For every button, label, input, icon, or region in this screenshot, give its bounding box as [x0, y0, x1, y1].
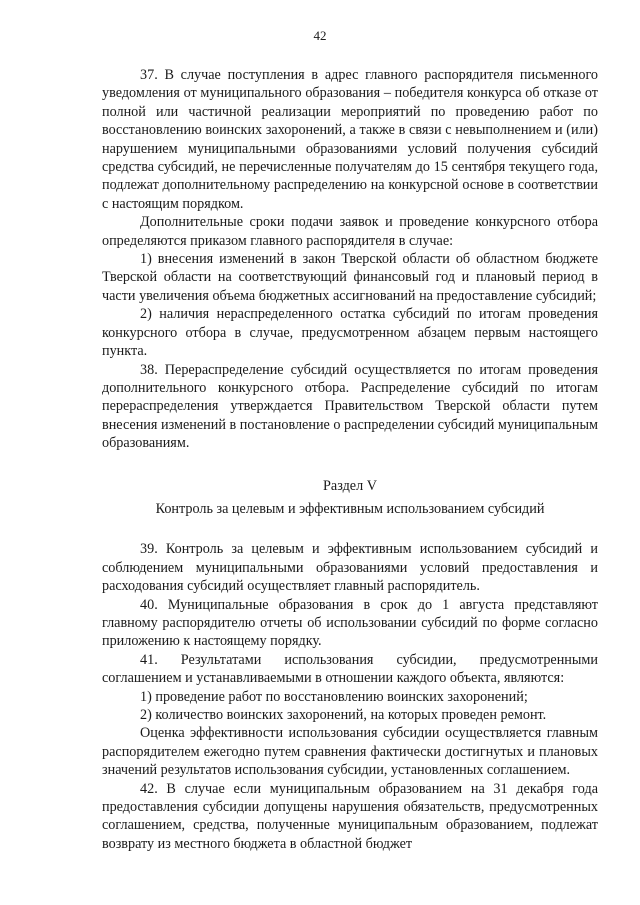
paragraph-37: 37. В случае поступления в адрес главного распорядителя письменного уведомления от муниципального образования – победителя конкурса об отказе от полной или частичной реализации мероприятий по проведению работ по восстановлению воинских захоронений, а также в связи с невыполнением и (или) нарушением муниципальными образованиями условий получения субсидий средства субсидий, не перечисленные получателям до 15 сентября текущего года, подлежат дополнительному распределению на конкурсной основе в соответствии с настоящим порядком. [102, 67, 598, 212]
paragraph-item-1: 1) внесения изменений в закон Тверской области об областном бюджете Тверской области на соответствующий финансовый год и плановый период в части увеличения объема бюджетных ассигнований на предоставление субсидий; [102, 251, 598, 304]
paragraph-additional-terms: Дополнительные сроки подачи заявок и проведение конкурсного отбора определяются приказом главного распорядителя в случае: [102, 214, 598, 249]
paragraph-result-1: 1) проведение работ по восстановлению воинских захоронений; [140, 688, 528, 705]
paragraph-39: 39. Контроль за целевым и эффективным использованием субсидий и соблюдением муниципальными образованиями условий предоставления и расходования субсидий осуществляет главный распорядитель. [102, 541, 598, 595]
paragraph-42: 42. В случае если муниципальным образованием на 31 декабря года предоставления субсидии допущены нарушения обязательств, предусмотренных соглашением, средства, полученные муниципальным образованием, подлежат возврату из местного бюджета в областной бюджет [102, 780, 598, 852]
page-number: 42 [313, 28, 327, 43]
paragraph-item-2: 2) наличия нераспределенного остатка субсидий по итогам проведения конкурсного отбора в случае, предусмотренном абзацем первым настоящего пункта. [102, 306, 598, 360]
paragraph-41: 41. Результатами использования субсидии, предусмотренными соглашением и устанавливаемыми в отношении каждого объекта, являются: [102, 651, 598, 687]
paragraph-38: 38. Перераспределение субсидий осуществляется по итогам проведения дополнительного конкурсного отбора. Распределение субсидий по итогам перераспределения утверждается Правительством Тверской области путем внесения изменений в постановление о распределении субсидий муниципальным образованиям. [102, 361, 598, 452]
section-heading [102, 477, 598, 519]
paragraph-40: 40. Муниципальные образования в срок до 1 августа представляют главному распорядителю отчеты об использовании субсидий по форме согласно приложению к настоящему порядку. [102, 596, 598, 650]
section-title: Контроль за целевым и эффективным использованием субсидий [155, 500, 545, 517]
document-body [102, 66, 598, 853]
paragraph-evaluation: Оценка эффективности использования субсидии осуществляется главным распорядителем ежегодно путем сравнения фактически достигнутых и плановых значений результатов использования субсидии, установленных соглашением. [102, 725, 598, 779]
paragraph-result-2: 2) количество воинских захоронений, на которых проведен ремонт. [140, 707, 547, 723]
section-label: Раздел V [323, 477, 377, 494]
